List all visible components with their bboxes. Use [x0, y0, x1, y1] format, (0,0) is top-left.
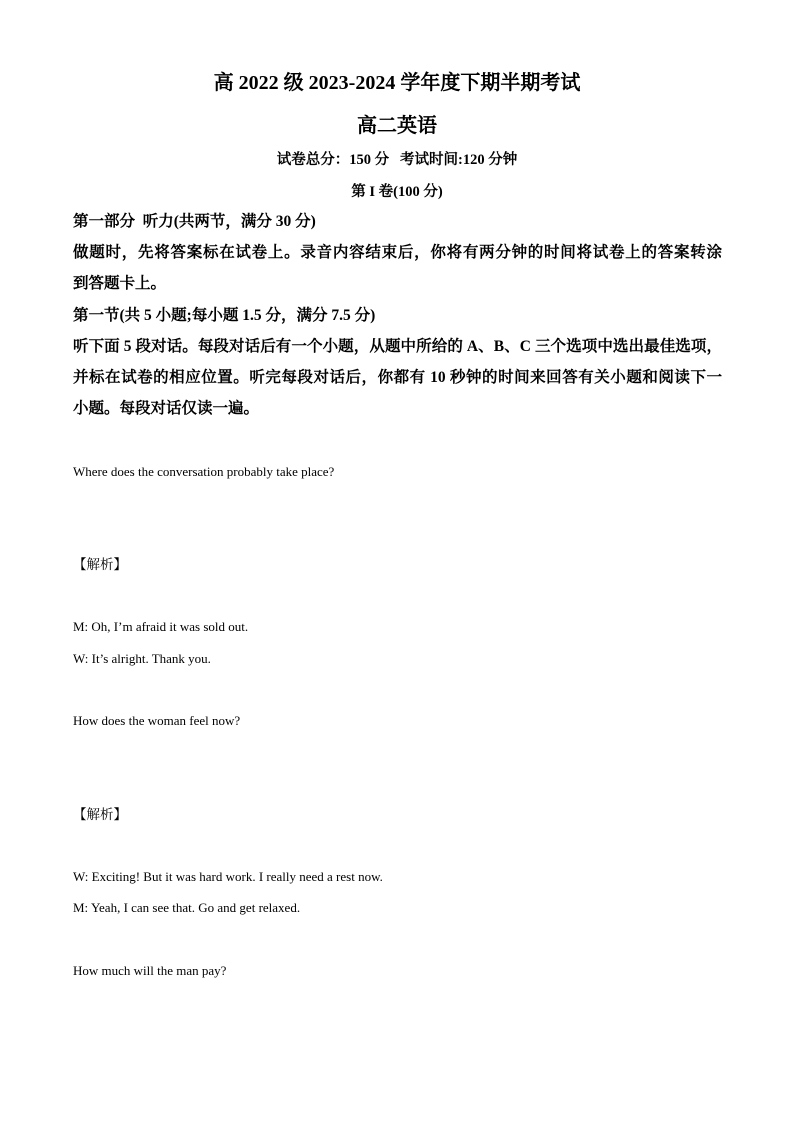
question-3-options — [73, 986, 725, 1017]
question-2-detail — [73, 830, 725, 861]
part-instruction-line: 做题时，先将答案标在试卷上。录音内容结束后，你将有两分钟的时间将试卷上的答案转涂 — [73, 244, 722, 262]
question-3-stem: How much will the man pay? — [73, 962, 227, 978]
question-3-header — [73, 923, 725, 954]
question-2-header — [73, 674, 725, 705]
dialogue-line: W: Exciting! But it was hard work. I really need a rest now. — [73, 868, 383, 884]
question-1-analysis-label: 【解析】 — [73, 557, 127, 573]
dialogue-line: W: It’s alright. Thank you. — [73, 650, 211, 666]
exam-body — [73, 206, 725, 1017]
question-1-detail — [73, 580, 725, 611]
question-2-answer — [73, 767, 725, 798]
subject-title: 高二英语 — [357, 115, 437, 137]
question-1-stem: Where does the conversation probably take place? — [73, 463, 335, 479]
question-1-options — [73, 487, 725, 518]
question-1-header — [73, 424, 725, 455]
question-2-options — [73, 736, 725, 767]
question-2-stem: How does the woman feel now? — [73, 713, 241, 728]
question-2-analysis-label: 【解析】 — [73, 806, 127, 822]
part-instruction-line: 到答题卡上。 — [73, 275, 167, 293]
section-instruction-line: 小题。每段对话仅读一遍。 — [73, 400, 260, 418]
dialogue-line: M: Oh, I’m afraid it was sold out. — [73, 619, 249, 635]
exam-meta: 试卷总分：150 分 考试时间:120 分钟 — [276, 152, 518, 168]
volume-heading: 第 I 卷(100 分) — [351, 184, 443, 200]
dialogue-line: M: Yeah, I can see that. Go and get relaxed. — [73, 900, 301, 916]
question-1-answer — [73, 518, 725, 549]
section-instruction-line: 听下面 5 段对话。每段对话后有一个小题，从题中所给的 A、B、C 三个选项中选出最佳选项， — [73, 337, 722, 355]
section-instruction-line: 并标在试卷的相应位置。听完每段对话后，你都有 10 秒钟的时间来回答有关小题和阅读下一 — [73, 368, 722, 386]
part-heading: 第一部分 听力(共两节，满分 30 分) — [73, 213, 316, 230]
section-heading: 第一节(共 5 小题;每小题 1.5 分，满分 7.5 分) — [73, 306, 376, 324]
exam-title: 高 2022 级 2023-2024 学年度下期半期考试 — [213, 72, 581, 94]
